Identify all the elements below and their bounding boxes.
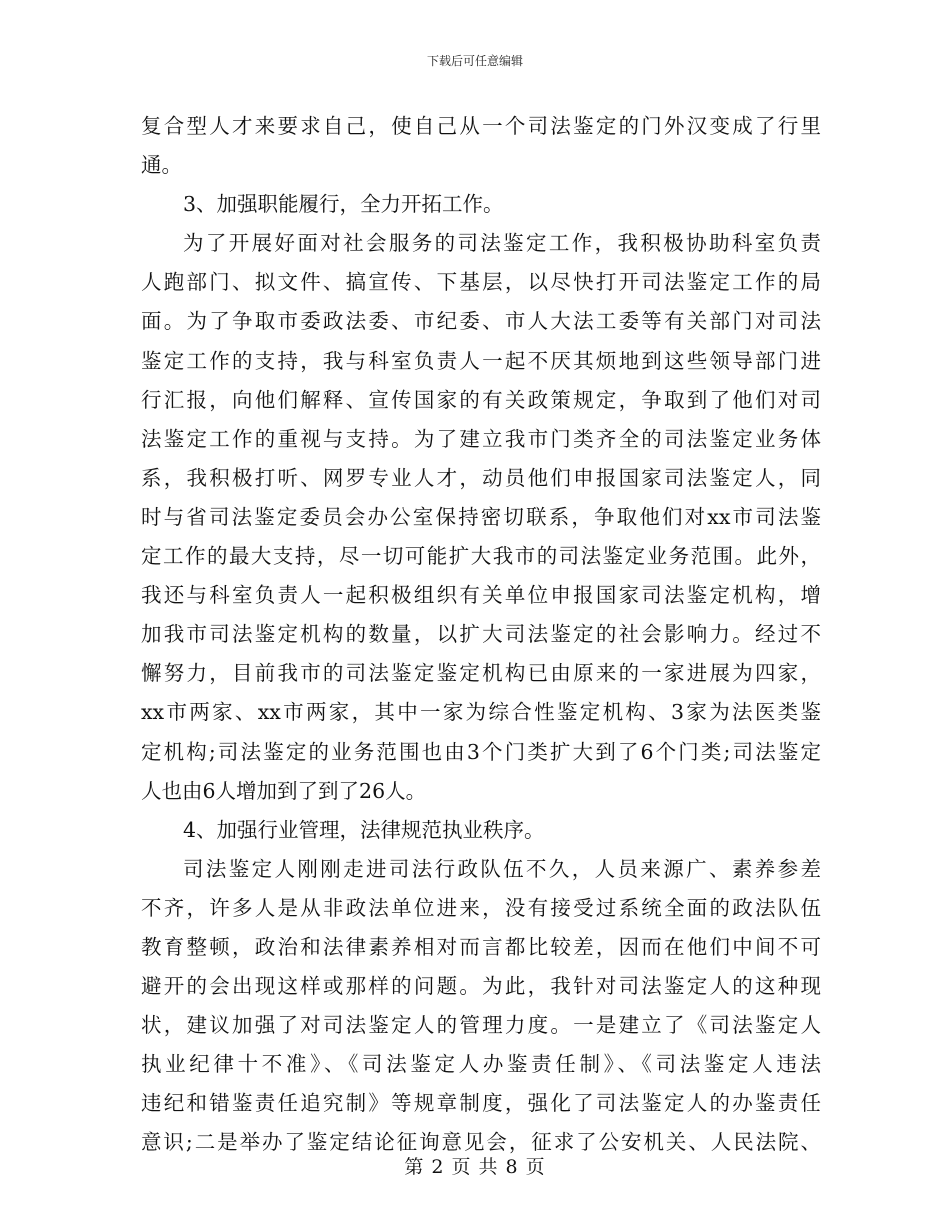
body-line: 教育整顿，政治和法律素养相对而言都比较差，因而在他们中间不可 [141,934,821,959]
body-line: 人跑部门、拟文件、搞宣传、下基层，以尽快打开司法鉴定工作的局 [141,270,821,295]
page-number-footer: 第 2 页 共 8 页 [404,1156,546,1178]
body-line: 我还与科室负责人一起积极组织有关单位申报国家司法鉴定机构，增 [141,583,821,608]
body-line: 人也由6人增加到了到了26人。 [141,778,427,803]
body-line: 违纪和错鉴责任追究制》等规章制度，强化了司法鉴定人的办鉴责任 [141,1091,821,1116]
body-line: xx市两家、xx市两家，其中一家为综合性鉴定机构、3家为法医类鉴 [141,700,821,725]
body-line: 状，建议加强了对司法鉴定人的管理力度。一是建立了《司法鉴定人 [141,1013,821,1038]
body-line: 懈努力，目前我市的司法鉴定鉴定机构已由原来的一家进展为四家， [141,661,821,686]
body-line: 复合型人才来要求自己，使自己从一个司法鉴定的门外汉变成了行里 [141,114,821,138]
body-line: 系，我积极打听、网罗专业人才，动员他们申报国家司法鉴定人，同 [141,465,821,490]
page-header-note: 下载后可任意编辑 [426,54,523,68]
body-line: 通。 [141,153,182,178]
section-heading: 4、加强行业管理，法律规范执业秩序。 [183,817,545,842]
body-line: 避开的会出现这样或那样的问题。为此，我针对司法鉴定人的这种现 [141,974,821,999]
body-line: 时与省司法鉴定委员会办公室保持密切联系，争取他们对xx市司法鉴 [141,504,821,529]
body-line: 鉴定工作的支持，我与科室负责人一起不厌其烦地到这些领导部门进 [141,348,821,373]
body-line: 定工作的最大支持，尽一切可能扩大我市的司法鉴定业务范围。此外， [141,544,821,569]
body-line: 法鉴定工作的重视与支持。为了建立我市门类齐全的司法鉴定业务体 [141,426,821,451]
body-line: 加我市司法鉴定机构的数量，以扩大司法鉴定的社会影响力。经过不 [141,622,821,647]
body-line: 司法鉴定人刚刚走进司法行政队伍不久，人员来源广、素养参差 [183,856,821,881]
body-line: 意识;二是举办了鉴定结论征询意见会，征求了公安机关、人民法院、 [141,1130,821,1155]
body-line: 执业纪律十不准》、《司法鉴定人办鉴责任制》、《司法鉴定人违法 [141,1052,821,1077]
body-line: 行汇报，向他们解释、宣传国家的有关政策规定，争取到了他们对司 [141,387,821,412]
section-heading: 3、加强职能履行，全力开拓工作。 [183,192,504,217]
body-line: 为了开展好面对社会服务的司法鉴定工作，我积极协助科室负责 [183,231,821,256]
body-line: 定机构;司法鉴定的业务范围也由3个门类扩大到了6个门类;司法鉴定 [141,739,821,764]
body-line: 不齐，许多人是从非政法单位进来，没有接受过系统全面的政法队伍 [141,895,821,920]
body-line: 面。为了争取市委政法委、市纪委、市人大法工委等有关部门对司法 [141,309,821,334]
document-body [141,107,821,1163]
